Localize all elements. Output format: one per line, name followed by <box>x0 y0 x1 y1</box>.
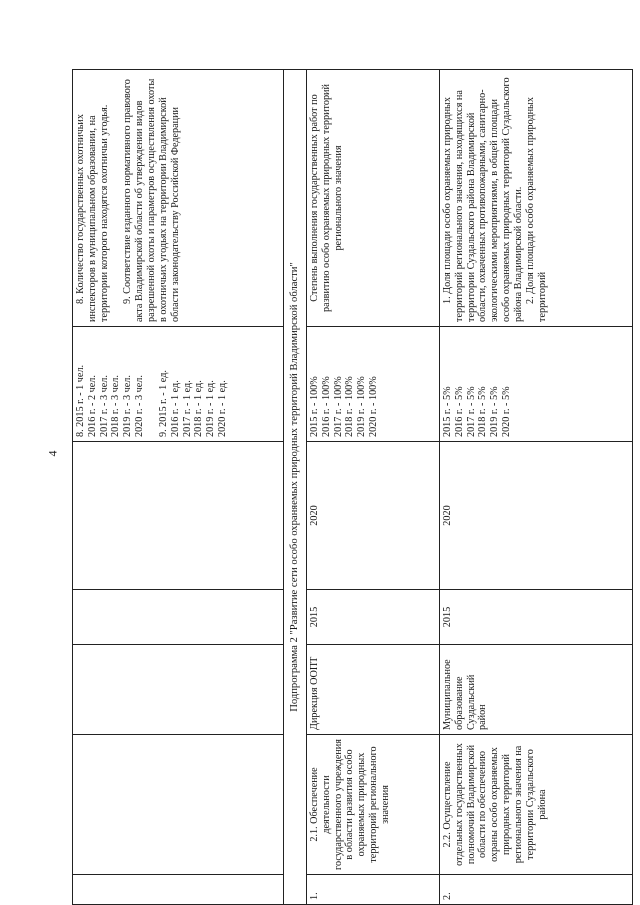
cell-values <box>307 327 440 442</box>
cell-end: 2020 <box>307 442 440 590</box>
value-line: 2020 г. - 3 чел. <box>134 375 146 437</box>
value-line: 2018 г. - 3 чел. <box>110 375 122 437</box>
value-line: 2020 г. - 5% <box>501 386 513 437</box>
cell-num: 2. <box>440 875 633 905</box>
value-line: 2016 г. - 1 ед. <box>169 380 181 437</box>
table-row <box>307 70 440 905</box>
subprogram-row <box>284 70 307 905</box>
program-table <box>72 69 633 905</box>
cell-num <box>73 875 284 905</box>
cell-executor: Дирекция ООПТ <box>307 645 440 735</box>
value-line: 2017 г. - 1 ед. <box>181 380 193 437</box>
cell-end: 2020 <box>440 442 633 590</box>
value-line: 2020 г. - 1 ед. <box>217 380 229 437</box>
cell-executor <box>73 645 284 735</box>
value-line: 2019 г. - 3 чел. <box>122 375 134 437</box>
indicator-text: 2. Доля площади особо охраняемых природных территорий <box>524 97 548 322</box>
value-line: 2018 г. - 5% <box>477 386 489 437</box>
cell-start <box>73 590 284 645</box>
cell-executor: Муниципальное образование Суздальский район <box>440 645 633 735</box>
cell-values <box>440 327 633 442</box>
value-line: 2016 г. - 2 чел. <box>86 375 98 437</box>
cell-measure: 2.1. Обеспечение деятельности государственного учреждения в области развития особо охраняемых природных территорий регионального значения <box>307 735 440 875</box>
table-row <box>440 70 633 905</box>
cell-start: 2015 <box>440 590 633 645</box>
table-row-continued <box>73 70 284 905</box>
value-line: 2019 г. - 1 ед. <box>205 380 217 437</box>
cell-num: 1. <box>307 875 440 905</box>
indicator-text: 9. Соответствие изданного нормативного правового акта Владимирской области об утверждении видов разрешенной охоты и параметров осуществления охоты в охотничьих угодьях на территории Владимирской области законодательству Российской Федерации <box>122 78 181 322</box>
cell-indicator <box>73 70 284 327</box>
value-line: 8. 2015 г. - 1 чел. <box>75 364 86 437</box>
cell-start: 2015 <box>307 590 440 645</box>
page-number: 4 <box>45 450 60 457</box>
indicator-text: 1. Доля площади особо охраняемых природных территорий регионального значения, находящихся на территории Суздальского района Владимирской области, охваченных противопожарными, санитарно-экологическими мероприятиями, в общей площади особо охраняемых природных территорий Суздальского района Владимирской области. <box>442 77 524 322</box>
cell-indicator <box>440 70 633 327</box>
value-line: 2017 г. - 3 чел. <box>98 375 110 437</box>
value-line: 2015 г. - 100% <box>309 376 320 437</box>
value-line: 2019 г. - 5% <box>489 386 501 437</box>
value-line: 2018 г. - 100% <box>344 376 356 437</box>
cell-end <box>73 442 284 590</box>
cell-measure <box>73 735 284 875</box>
value-line: 2020 г. - 100% <box>368 376 380 437</box>
value-line: 9. 2015 г. - 1 ед. <box>157 370 169 437</box>
value-line: 2017 г. - 100% <box>332 376 344 437</box>
rotated-page <box>72 70 632 905</box>
cell-indicator <box>307 70 440 327</box>
value-line: 2016 г. - 100% <box>320 376 332 437</box>
indicator-text: 8. Количество государственных охотничьих инспекторов в муниципальном образовании, на территории которого находятся охотничьи угодья. <box>75 104 110 322</box>
value-line: 2018 г. - 1 ед. <box>193 380 205 437</box>
value-line: 2015 г. - 5% <box>442 386 453 437</box>
indicator-text: Степень выполнения государственных работ по развитию особо охраняемых природных территорий регионального значения <box>309 84 344 312</box>
value-line: 2017 г. - 5% <box>465 386 477 437</box>
value-line: 2019 г. - 100% <box>356 376 368 437</box>
subprogram-title: Подпрограмма 2 "Развитие сети особо охраняемых природных территорий Владимирской области" <box>284 70 307 905</box>
cell-values <box>73 327 284 442</box>
value-line: 2016 г. - 5% <box>453 386 465 437</box>
cell-measure: 2.2. Осуществление отдельных государственных полномочий Владимирской области по обеспечению охраны особо охраняемых природных территорий регионального значения на территории Суздальского района <box>440 735 633 875</box>
